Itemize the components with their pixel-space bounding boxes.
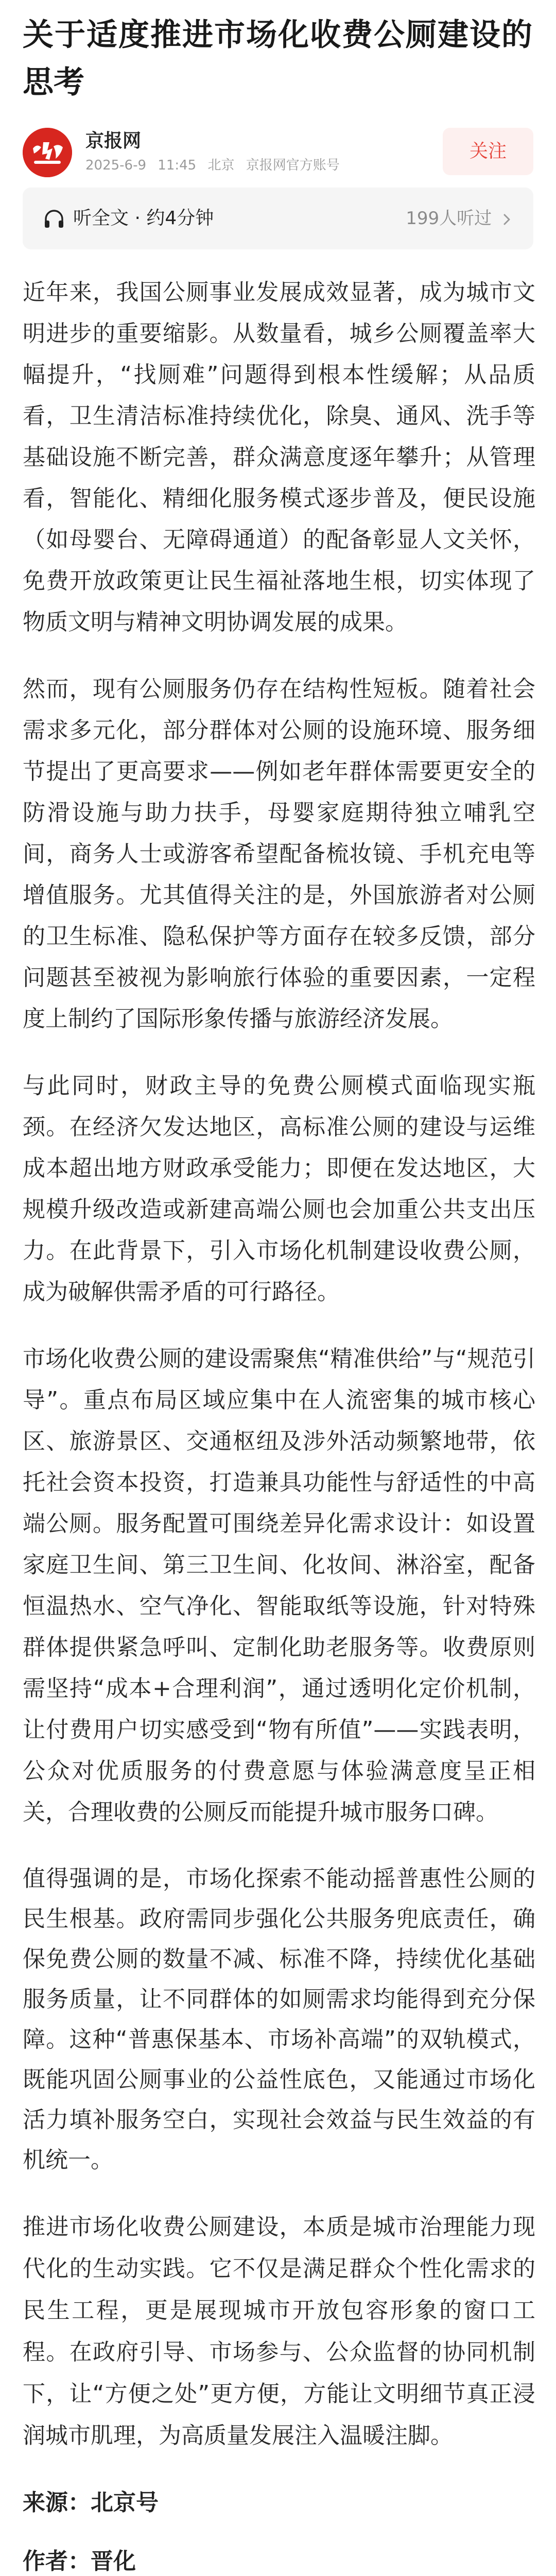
- paragraph-1: 近年来，我国公厕事业发展成效显著，成为城市文明进步的重要缩影。从数量看，城乡公厕覆盖率大幅提升，“找厕难”问题得到根本性缓解；从品质看，卫生清洁标准持续优化，除臭、通风、洗手等基础设施不断完善，群众满意度逐年攀升；从管理看，智能化、精细化服务模式逐步普及，便民设施（如母婴台、无障碍通道）的配备彰显人文关怀，免费开放政策更让民生福祉落地生根，切实体现了物质文明与精神文明协调发展的成果。: [23, 279, 535, 635]
- listen-label: 听全文 · 约4分钟: [73, 208, 214, 229]
- jingbao-logo-icon[interactable]: [23, 128, 72, 177]
- headphones-icon: [43, 208, 65, 230]
- follow-button[interactable]: 关注: [443, 128, 533, 175]
- publish-date: 2025-6-9: [85, 158, 147, 173]
- chevron-right-icon: [502, 213, 512, 226]
- paragraph-5: 值得强调的是，市场化探索不能动摇普惠性公厕的民生根基。政府需同步强化公共服务兜底责任，确保免费公厕的数量不减、标准不降，持续优化基础服务质量，让不同群体的如厕需求均能得到充分保障。这种“普惠保基本、市场补高端”的双轨模式，既能巩固公厕事业的公益性底色，又能通过市场化活力填补服务空白，实现社会效益与民生效益的有机统一。: [23, 1866, 535, 2173]
- article-source: 来源：北京号: [23, 2489, 159, 2516]
- listen-full-text-bar[interactable]: [23, 188, 533, 249]
- paragraph-2: 然而，现有公厕服务仍存在结构性短板。随着社会需求多元化，部分群体对公厕的设施环境、服务细节提出了更高要求——例如老年群体需要更安全的防滑设施与助力扶手，母婴家庭期待独立哺乳空间，商务人士或游客希望配备梳妆镜、手机充电等增值服务。尤其值得关注的是，外国旅游者对公厕的卫生标准、隐私保护等方面存在较多反馈，部分问题甚至被视为影响旅行体验的重要因素，一定程度上制约了国际形象传播与旅游经济发展。: [23, 676, 535, 1032]
- publish-time: 11:45: [158, 158, 197, 173]
- paragraph-6: 推进市场化收费公厕建设，本质是城市治理能力现代化的生动实践。它不仅是满足群众个性化需求的民生工程，更是展现城市开放包容形象的窗口工程。在政府引导、市场参与、公众监督的协同机制下，让“方便之处”更方便，方能让文明细节真正浸润城市肌理，为高质量发展注入温暖注脚。: [23, 2214, 535, 2449]
- author-bar: [23, 126, 533, 181]
- paragraph-3: 与此同时，财政主导的免费公厕模式面临现实瓶颈。在经济欠发达地区，高标准公厕的建设与运维成本超出地方财政承受能力；即便在发达地区，大规模升级改造或新建高端公厕也会加重公共支出压力。在此背景下，引入市场化机制建设收费公厕，成为破解供需矛盾的可行路径。: [23, 1073, 535, 1305]
- article-body: [23, 272, 535, 2576]
- publish-location: 北京: [207, 158, 235, 173]
- author-name[interactable]: 京报网: [85, 130, 142, 151]
- paragraph-4: 市场化收费公厕的建设需聚焦“精准供给”与“规范引导”。重点布局区域应集中在人流密集的城市核心区、旅游景区、交通枢纽及涉外活动频繁地带，依托社会资本投资，打造兼具功能性与舒适性的中高端公厕。服务配置可围绕差异化需求设计：如设置家庭卫生间、第三卫生间、化妆间、淋浴室，配备恒温热水、空气净化、智能取纸等设施，针对特殊群体提供紧急呼叫、定制化助老服务等。收费原则需坚持“成本+合理利润”，通过透明化定价机制，让付费用户切实感受到“物有所值”——实践表明，公众对优质服务的付费意愿与体验满意度呈正相关，合理收费的公厕反而能提升城市服务口碑。: [23, 1346, 535, 1825]
- article-author: 作者：晋化: [23, 2548, 136, 2574]
- listen-count: [406, 207, 512, 230]
- author-meta: [85, 157, 347, 174]
- listen-count-text: 199人听过: [406, 208, 492, 229]
- account-type: 京报网官方账号: [246, 158, 340, 173]
- article-title: 关于适度推进市场化收费公厕建设的思考: [23, 17, 532, 100]
